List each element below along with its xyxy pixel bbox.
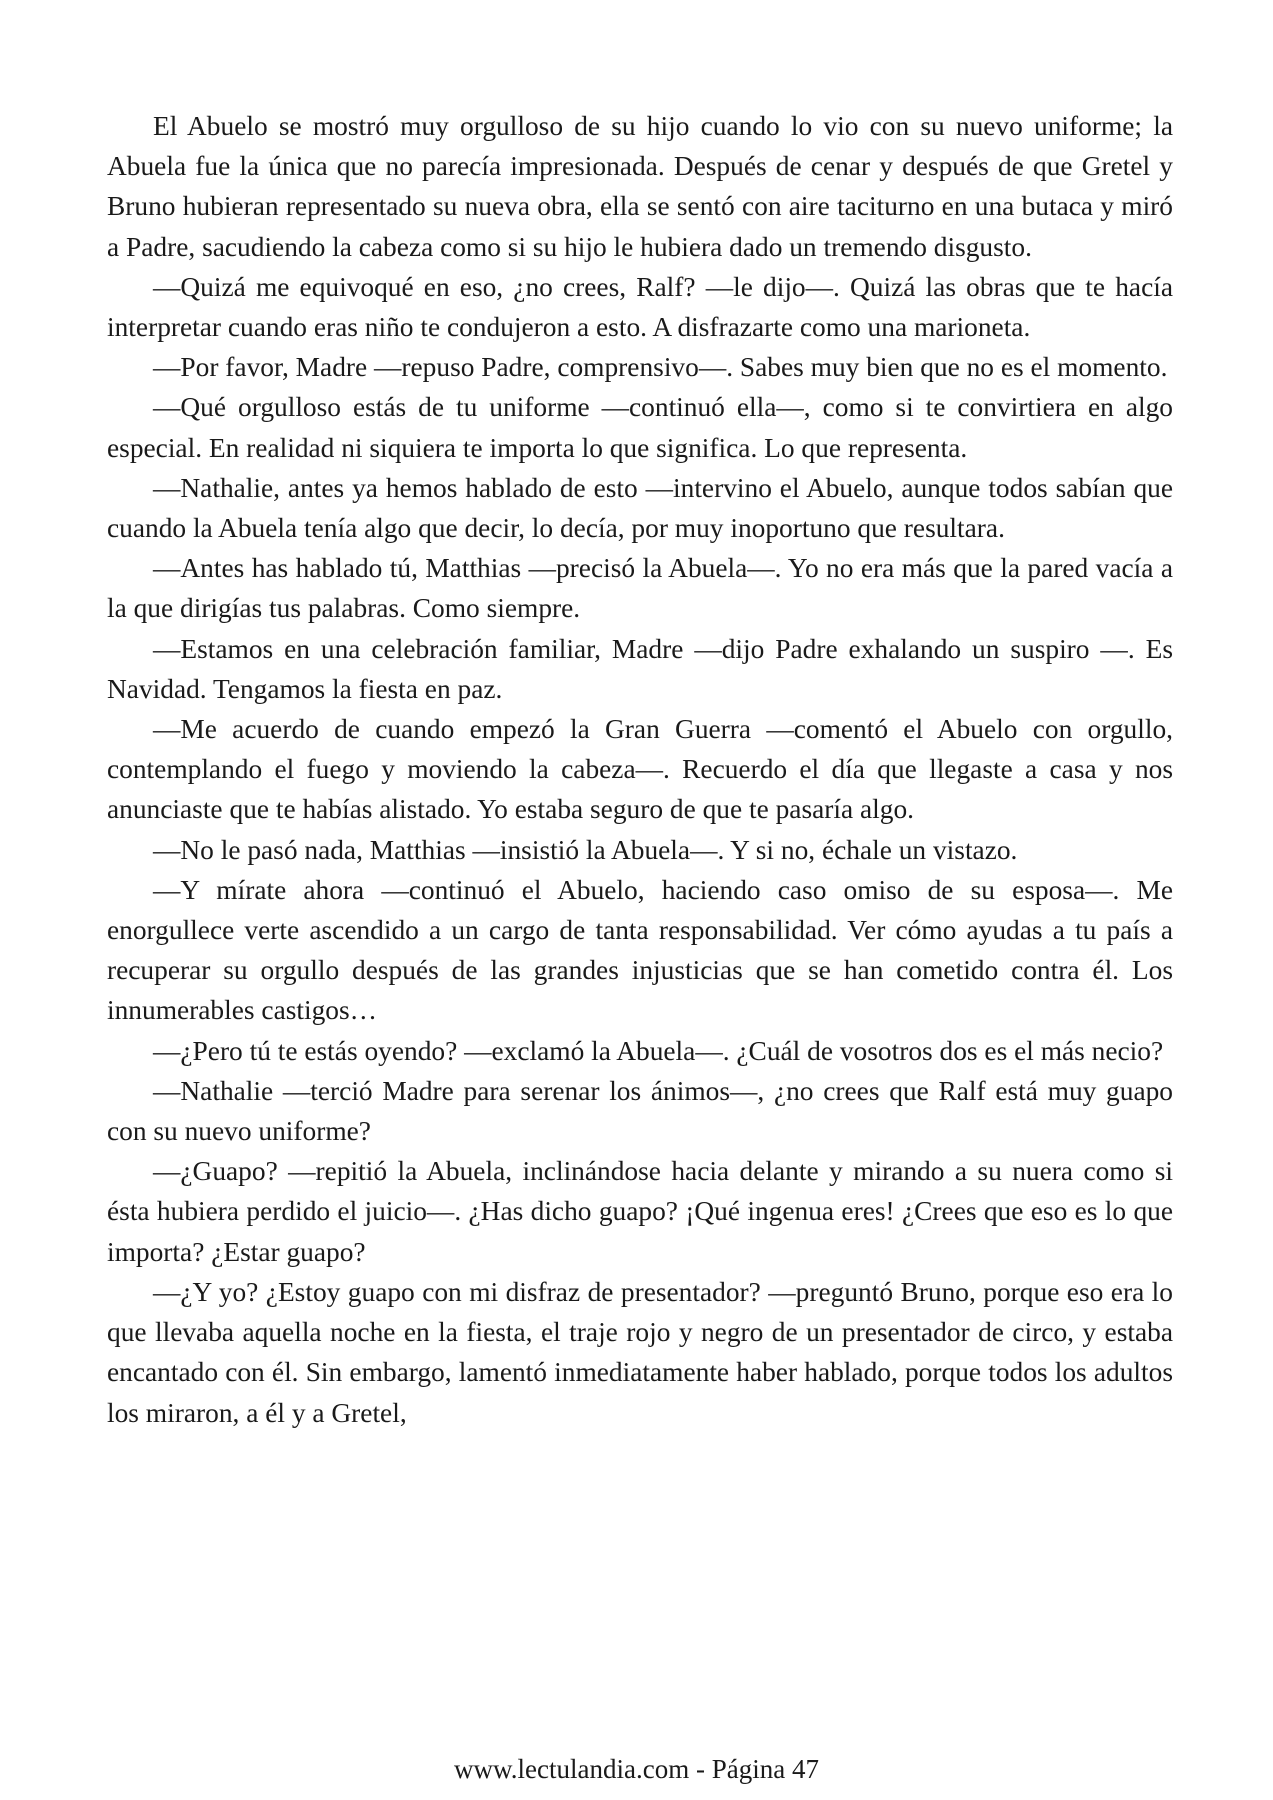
paragraph: —Quizá me equivoqué en eso, ¿no crees, Ralf? —le dijo—. Quizá las obras que te hacía interpretar cuando eras niño te condujeron a esto. A disfrazarte como una marioneta. <box>107 271 1173 343</box>
paragraph: —¿Y yo? ¿Estoy guapo con mi disfraz de presentador? —preguntó Bruno, porque eso era lo que llevaba aquella noche en la fiesta, el traje rojo y negro de un presentador de circo, y estaba encantado con él. Sin embargo, lamentó inmediatamente haber hablado, porque todos los adultos los miraron, a él y a Gretel, <box>107 1276 1173 1428</box>
paragraph: —Me acuerdo de cuando empezó la Gran Guerra —comentó el Abuelo con orgullo, contemplando el fuego y moviendo la cabeza—. Recuerdo el día que llegaste a casa y nos anunciaste que te habías alistado. Yo estaba seguro de que te pasaría algo. <box>107 714 1173 825</box>
paragraph: —Y mírate ahora —continuó el Abuelo, haciendo caso omiso de su esposa—. Me enorgullece verte ascendido a un cargo de tanta responsabilidad. Ver cómo ayudas a tu país a recuperar su orgullo después de las grandes injusticias que se han cometido contra él. Los innumerables castigos… <box>107 874 1173 1026</box>
paragraph: —Estamos en una celebración familiar, Madre —dijo Padre exhalando un suspiro —. Es Navidad. Tengamos la fiesta en paz. <box>107 633 1173 704</box>
paragraph: —Nathalie, antes ya hemos hablado de esto —intervino el Abuelo, aunque todos sabían que cuando la Abuela tenía algo que decir, lo decía, por muy inoportuno que resultara. <box>107 472 1173 544</box>
paragraph: —No le pasó nada, Matthias —insistió la Abuela—. Y si no, échale un vistazo. <box>153 834 1018 865</box>
paragraph: —¿Pero tú te estás oyendo? —exclamó la Abuela—. ¿Cuál de vosotros dos es el más necio? <box>153 1035 1164 1066</box>
paragraph: —Antes has hablado tú, Matthias —precisó la Abuela—. Yo no era más que la pared vacía a la que dirigías tus palabras. Como siempre. <box>107 553 1173 624</box>
paragraph: —Nathalie —terció Madre para serenar los ánimos—, ¿no crees que Ralf está muy guapo con su nuevo uniforme? <box>107 1075 1173 1147</box>
paragraph: El Abuelo se mostró muy orgulloso de su hijo cuando lo vio con su nuevo uniforme; la Abuela fue la única que no parecía impresionada. Después de cenar y después de que Gretel y Bruno hubieran representado su nueva obra, ella se sentó con aire taciturno en una butaca y miró a Padre, sacudiendo la cabeza como si su hijo le hubiera dado un tremendo disgusto. <box>107 111 1173 262</box>
paragraph: —Por favor, Madre —repuso Padre, comprensivo—. Sabes muy bien que no es el momento. <box>153 352 1168 383</box>
page-footer: www.lectulandia.com - Página 47 <box>454 1754 819 1784</box>
paragraph: —¿Guapo? —repitió la Abuela, inclinándose hacia delante y mirando a su nuera como si ésta hubiera perdido el juicio—. ¿Has dicho guapo? ¡Qué ingenua eres! ¿Crees que eso es lo que importa? ¿Estar guapo? <box>107 1156 1173 1267</box>
paragraph: —Qué orgulloso estás de tu uniforme —continuó ella—, como si te convirtiera en algo especial. En realidad ni siquiera te importa lo que significa. Lo que representa. <box>107 392 1173 463</box>
page-body <box>107 106 1173 1433</box>
